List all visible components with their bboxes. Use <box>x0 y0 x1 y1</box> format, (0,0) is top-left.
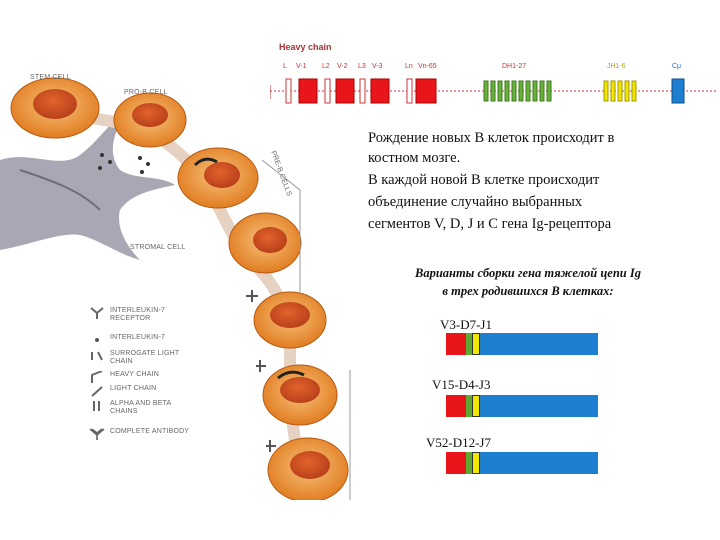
segment-label: Cμ <box>672 63 682 70</box>
j-segment <box>472 395 480 417</box>
legend-item <box>88 428 200 440</box>
pre-b-cells-label: PRE-B CELLS <box>269 150 293 198</box>
legend-label: INTERLEUKIN-7 RECEPTOR <box>110 307 166 322</box>
v-segment <box>446 333 466 355</box>
c-segment <box>480 452 598 474</box>
description-line: В каждой новой В клетке происходит <box>368 172 600 188</box>
pro-b-cell-label: PRO-B CELL <box>124 89 168 96</box>
segment-label: L2 <box>322 63 330 70</box>
description-line: объединение случайно выбранных <box>368 194 583 210</box>
legend-label: SURROGATE LIGHT CHAIN <box>110 350 180 365</box>
light-chain-icon <box>88 385 106 397</box>
y-receptor-icon <box>88 307 106 319</box>
description-line: костном мозге. <box>368 150 461 166</box>
dot-icon <box>88 334 106 346</box>
c-segment <box>480 333 598 355</box>
j-segment <box>472 452 480 474</box>
legend-item <box>88 350 200 366</box>
legend-item <box>88 371 200 383</box>
segment-label: V-3 <box>372 63 383 70</box>
segment-label: Ln <box>405 63 413 70</box>
legend-item <box>88 307 200 323</box>
variant-label: V15-D4-J3 <box>432 377 491 392</box>
v-segment <box>446 452 466 474</box>
legend-item <box>88 334 200 346</box>
variant-gene-bar <box>446 395 598 417</box>
description-line: Рождение новых В клеток происходит в <box>368 130 615 146</box>
legend-label: LIGHT CHAIN <box>110 385 157 392</box>
variants-title-line: Варианты сборки гена тяжелой цепи Ig <box>414 266 642 280</box>
heavy-chain-title: Heavy chain <box>279 42 332 52</box>
legend-label: HEAVY CHAIN <box>110 371 160 378</box>
legend-item <box>88 400 200 416</box>
alpha-beta-icon <box>88 400 106 412</box>
j-segment <box>472 333 480 355</box>
legend-label: ALPHA AND BETA CHAINS <box>110 400 172 415</box>
segment-label: V-2 <box>337 63 348 70</box>
variant-gene-bar <box>446 333 598 355</box>
stromal-cell-label: STROMAL CELL <box>130 244 186 251</box>
segment-label: Vn-65 <box>418 63 437 70</box>
legend-label: INTERLEUKIN-7 <box>110 334 166 341</box>
segment-label: V-1 <box>296 63 307 70</box>
description-box <box>358 124 708 260</box>
description-line: сегментов V, D, J и С гена Ig-рецептора <box>368 216 612 232</box>
variant-label: V3-D7-J1 <box>440 317 492 332</box>
segment-label: L <box>283 63 287 70</box>
segment-label: JH1-6 <box>607 63 626 70</box>
stem-cell-label: STEM CELL <box>30 74 71 81</box>
surrogate-chain-icon <box>88 350 106 362</box>
variant-gene-bar <box>446 452 598 474</box>
variants-panel <box>358 260 708 490</box>
segment-label: DH1-27 <box>502 63 527 70</box>
c-segment <box>480 395 598 417</box>
antibody-icon <box>88 428 106 440</box>
heavy-chain-icon <box>88 371 106 383</box>
legend-label: COMPLETE ANTIBODY <box>110 428 190 435</box>
v-segment <box>446 395 466 417</box>
variant-label: V52-D12-J7 <box>426 435 491 450</box>
variants-title-line: в трех родившихся В клетках: <box>442 284 614 298</box>
segment-label: L3 <box>358 63 366 70</box>
legend-item <box>88 385 200 397</box>
